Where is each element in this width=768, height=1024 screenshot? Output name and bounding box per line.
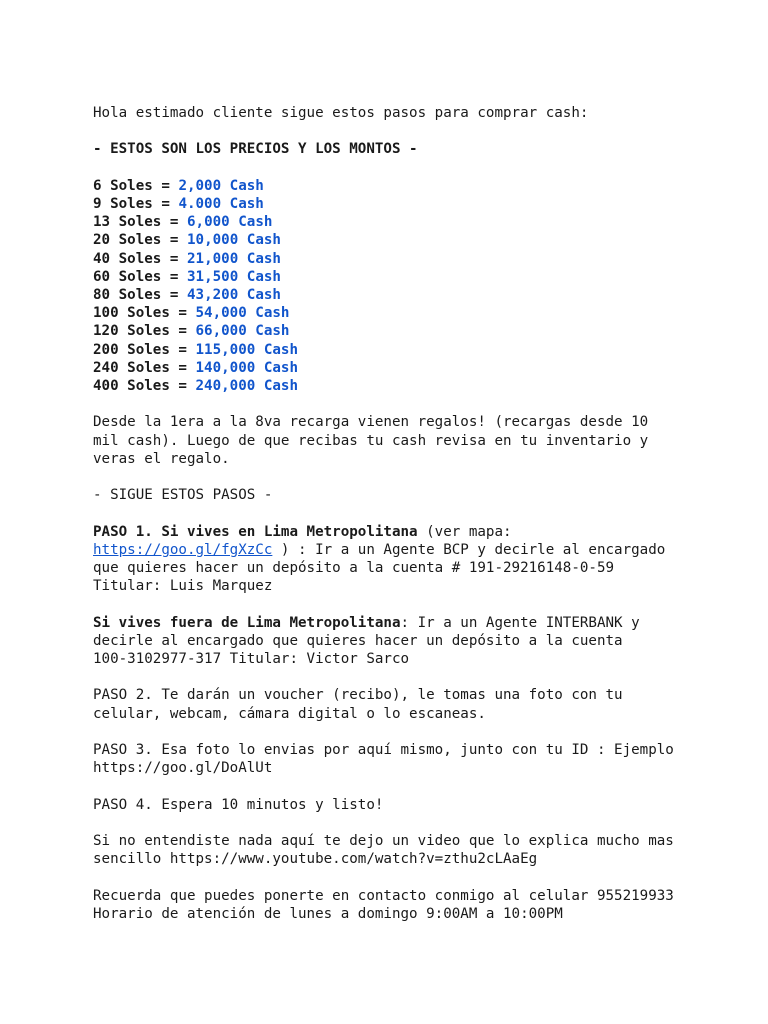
price-cash: 2,000 Cash [178,177,264,194]
price-row: 240 Soles = 140,000 Cash [93,359,299,376]
price-row: 80 Soles = 43,200 Cash [93,287,281,303]
price-row: 40 Soles = 21,000 Cash [93,250,281,267]
paso1-title: PASO 1. Si vives en Lima Metropolitana [93,523,418,540]
prices-heading: - ESTOS SON LOS PRECIOS Y LOS MONTOS - [93,141,418,158]
example-url-text: https://goo.gl/DoAlUt [93,760,273,777]
paso2-paragraph: PASO 2. Te darán un voucher (recibo), le tomas una foto con tu celular, webcam, cámara digital o lo escaneas. [93,687,623,722]
price-row: 20 Soles = 10,000 Cash [93,232,281,249]
fuera-paragraph: Si vives fuera de Lima Metropolitana: Ir a un Agente INTERBANK y decirle al encargado que quieres hacer un depósito a la cuenta 100-3102977-317 Titular: Victor Sarco [93,614,640,667]
price-cash: 54,000 Cash [195,305,290,322]
video-paragraph: Si no entendiste nada aquí te dejo un video que lo explica mucho mas sencillo https://www.youtube.com/watch?v=zthu2cLAaEg [93,832,674,868]
steps-heading: - SIGUE ESTOS PASOS - [93,487,273,504]
price-cash: 10,000 Cash [186,232,281,249]
price-cash: 240,000 Cash [195,378,299,395]
price-row: 6 Soles = 2,000 Cash [93,177,264,194]
price-row: 120 Soles = 66,000 Cash [93,323,290,340]
price-cash: 140,000 Cash [195,359,299,376]
paso4-text: PASO 4. Espera 10 minutos y listo! [93,796,384,813]
greeting-text: Hola estimado cliente sigue estos pasos para comprar cash: [93,105,589,121]
price-row: 60 Soles = 31,500 Cash [93,268,281,285]
fuera-title: Si vives fuera de Lima Metropolitana [93,614,401,631]
price-cash: 31,500 Cash [186,268,281,285]
price-cash: 6,000 Cash [186,214,273,231]
document-body [93,104,693,923]
price-row: 9 Soles = 4.000 Cash [93,195,264,212]
map-link[interactable]: https://goo.gl/fgXzCc [93,541,273,558]
price-row: 400 Soles = 240,000 Cash [93,378,299,395]
price-row: 13 Soles = 6,000 Cash [93,214,273,231]
paso3-paragraph: PASO 3. Esa foto lo envias por aquí mismo, junto con tu ID : Ejemplo https://goo.gl/DoAlUt [93,741,693,777]
price-list [93,177,693,395]
price-cash: 43,200 Cash [186,287,281,303]
price-row: 100 Soles = 54,000 Cash [93,305,290,322]
price-cash: 66,000 Cash [195,323,290,340]
paso1-paragraph: PASO 1. Si vives en Lima Metropolitana (ver mapa: https://goo.gl/fgXzCc ) : Ir a un Agente BCP y decirle al encargado que quieres hacer un depósito a la cuenta # 191-29216148-0-59 Titular: Luis Marquez [93,523,666,595]
price-cash: 115,000 Cash [195,341,299,358]
contact-paragraph: Recuerda que puedes ponerte en contacto conmigo al celular 955219933 Horario de atención de lunes a domingo 9:00AM a 10:00PM [93,887,674,922]
price-cash: 4.000 Cash [178,195,264,212]
price-row: 200 Soles = 115,000 Cash [93,341,299,358]
gifts-paragraph: Desde la 1era a la 8va recarga vienen regalos! (recargas desde 10 mil cash). Luego de que recibas tu cash revisa en tu inventario y veras el regalo. [93,414,649,467]
price-cash: 21,000 Cash [186,250,281,267]
